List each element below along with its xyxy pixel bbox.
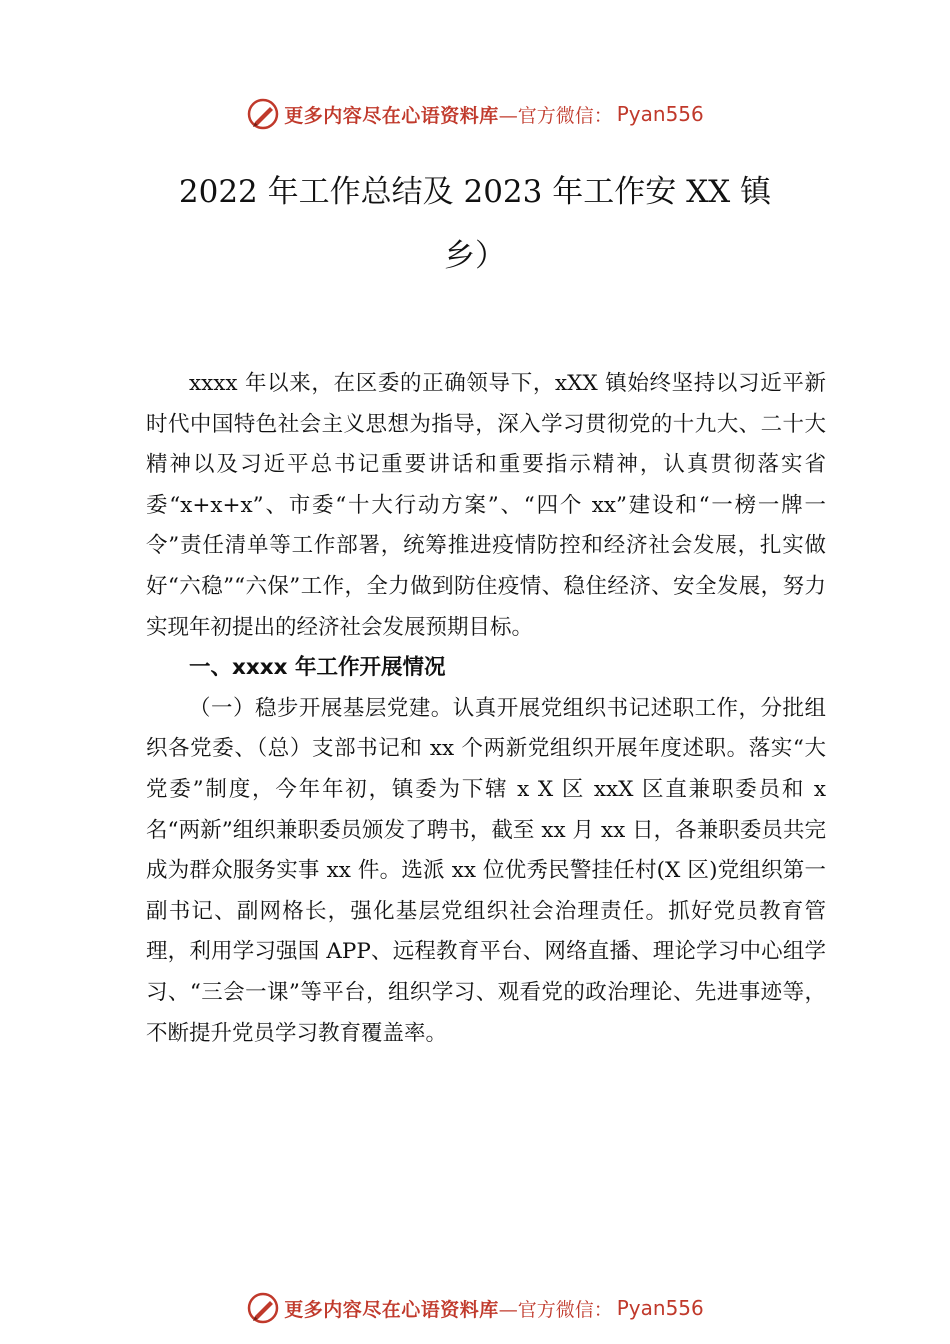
banner-separator: —官方微信： — [498, 104, 613, 127]
intro-paragraph: xxxx 年以来，在区委的正确领导下，xXX 镇始终坚持以习近平新时代中国特色社会主义思想为指导，深入学习贯彻党的十九大、二十大精神以及习近平总书记重要讲话和重要指示精神，认真贯彻落实省委“x+x+x”、市委“十大行动方案”、“四个 xx”建设和“一榜一牌一令”责任清单等工作部署，统筹推进疫情防控和经济社会发展，扎实做好“六稳”“六保”工作，全力做到防住疫情、稳住经济、安全发展，努力实现年初提出的经济社会发展预期目标。 — [146, 371, 826, 640]
header-banner — [0, 94, 950, 134]
banner-text: 更多内容尽在心语资料库 — [284, 104, 499, 127]
banner-wechat-id: Pyan556 — [616, 1296, 704, 1320]
banner-wechat-id: Pyan556 — [616, 102, 704, 126]
title-line-2: 乡） — [444, 238, 506, 274]
document-body — [146, 364, 826, 1054]
banner-text: 更多内容尽在心语资料库 — [284, 1298, 499, 1321]
document-title — [120, 160, 830, 288]
pen-logo-icon — [246, 97, 280, 131]
title-line-1: 2022 年工作总结及 2023 年工作安 XX 镇 — [178, 174, 772, 210]
footer-banner — [0, 1288, 950, 1328]
section-heading: 一、xxxx 年工作开展情况 — [189, 655, 446, 681]
banner-separator: —官方微信： — [498, 1298, 613, 1321]
section-paragraph: （一）稳步开展基层党建。认真开展党组织书记述职工作，分批组织各党委、（总）支部书记和 xx 个两新党组织开展年度述职。落实“大党委”制度，今年年初，镇委为下辖 x X 区 xxX 区直兼职委员和 x 名“两新”组织兼职委员颁发了聘书，截至 xx 月 xx 日，各兼职委员共完成为群众服务实事 xx 件。选派 xx 位优秀民警挂任村(X 区)党组织第一副书记、副网格长，强化基层党组织社会治理责任。抓好党员教育管理，利用学习强国 APP、远程教育平台、网络直播、理论学习中心组学习、“三会一课”等平台，组织学习、观看党的政治理论、先进事迹等，不断提升党员学习教育覆盖率。 — [146, 695, 826, 1046]
pen-logo-icon — [246, 1291, 280, 1325]
